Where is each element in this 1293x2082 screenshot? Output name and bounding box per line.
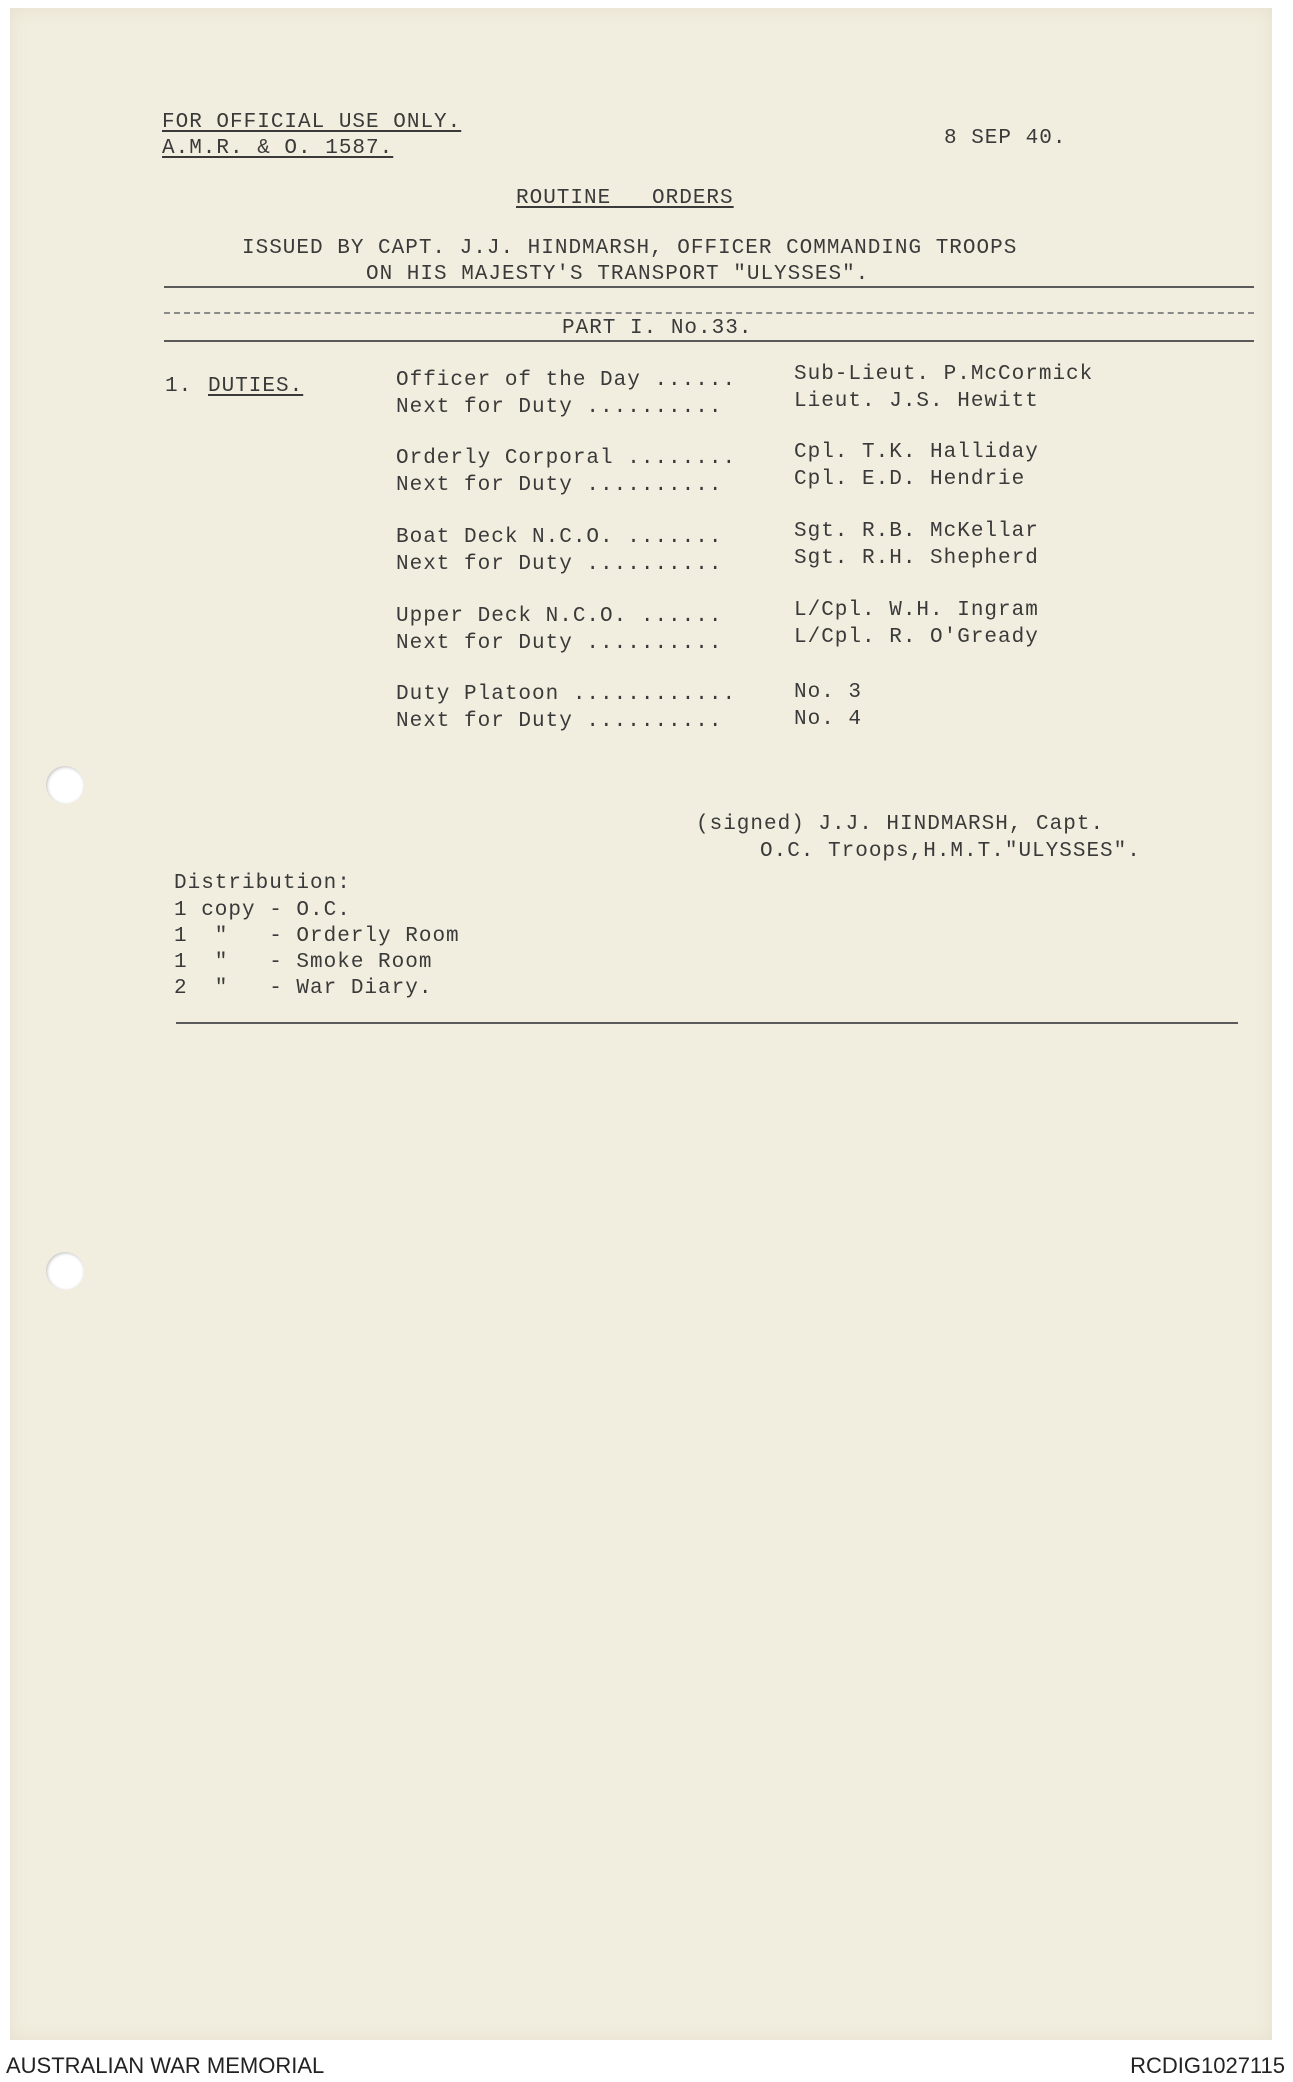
distribution-line: 1 " - Orderly Room xyxy=(174,925,460,948)
distribution-line: 2 " - War Diary. xyxy=(174,977,433,1000)
archive-reference: RCDIG1027115 xyxy=(1130,2053,1285,2078)
section-heading: DUTIES. xyxy=(208,375,304,398)
duty-role: Next for Duty .......... xyxy=(396,632,723,655)
duty-role: Next for Duty .......... xyxy=(396,396,723,419)
issued-by-line-1: ISSUED BY CAPT. J.J. HINDMARSH, OFFICER COMMANDING TROOPS xyxy=(242,237,1018,260)
duty-name: No. 3 xyxy=(794,681,863,704)
punch-hole-lower xyxy=(46,1252,84,1290)
part-divider-bottom xyxy=(164,340,1254,342)
header-divider xyxy=(164,286,1254,288)
order-date: 8 SEP 40. xyxy=(944,127,1067,150)
duty-role: Next for Duty .......... xyxy=(396,710,723,733)
distribution-line: 1 " - Smoke Room xyxy=(174,951,433,974)
duty-name: Cpl. T.K. Halliday xyxy=(794,441,1039,464)
duty-role: Officer of the Day ...... xyxy=(396,369,737,392)
duty-name: Sub-Lieut. P.McCormick xyxy=(794,363,1094,386)
distribution-title: Distribution: xyxy=(174,872,351,895)
duty-role: Next for Duty .......... xyxy=(396,553,723,576)
duty-name: L/Cpl. R. O'Gready xyxy=(794,626,1039,649)
duty-name: Sgt. R.B. McKellar xyxy=(794,520,1039,543)
duty-name: No. 4 xyxy=(794,708,863,731)
duty-role: Upper Deck N.C.O. ...... xyxy=(396,605,723,628)
duty-role: Boat Deck N.C.O. ....... xyxy=(396,526,723,549)
official-use-label: FOR OFFICIAL USE ONLY. xyxy=(162,111,462,134)
duty-name: Sgt. R.H. Shepherd xyxy=(794,547,1039,570)
signature-line-2: O.C. Troops,H.M.T."ULYSSES". xyxy=(760,840,1141,863)
punch-hole-upper xyxy=(46,766,84,804)
amr-reference: A.M.R. & O. 1587. xyxy=(162,137,394,160)
document-title: ROUTINE ORDERS xyxy=(516,187,734,210)
section-number: 1. xyxy=(165,375,193,398)
signature-line-1: (signed) J.J. HINDMARSH, Capt. xyxy=(696,813,1105,836)
duty-name: Cpl. E.D. Hendrie xyxy=(794,468,1026,491)
part-number: PART I. No.33. xyxy=(562,317,753,340)
duty-name: Lieut. J.S. Hewitt xyxy=(794,390,1039,413)
duty-role: Orderly Corporal ........ xyxy=(396,447,737,470)
duty-role: Duty Platoon ............ xyxy=(396,683,737,706)
archive-name: AUSTRALIAN WAR MEMORIAL xyxy=(6,2053,325,2078)
issued-by-line-2: ON HIS MAJESTY'S TRANSPORT "ULYSSES". xyxy=(366,263,870,286)
duty-name: L/Cpl. W.H. Ingram xyxy=(794,599,1039,622)
distribution-line: 1 copy - O.C. xyxy=(174,899,351,922)
part-divider-top xyxy=(164,312,1254,314)
duty-role: Next for Duty .......... xyxy=(396,474,723,497)
distribution-divider xyxy=(176,1022,1238,1024)
archive-footer xyxy=(0,2044,1293,2082)
